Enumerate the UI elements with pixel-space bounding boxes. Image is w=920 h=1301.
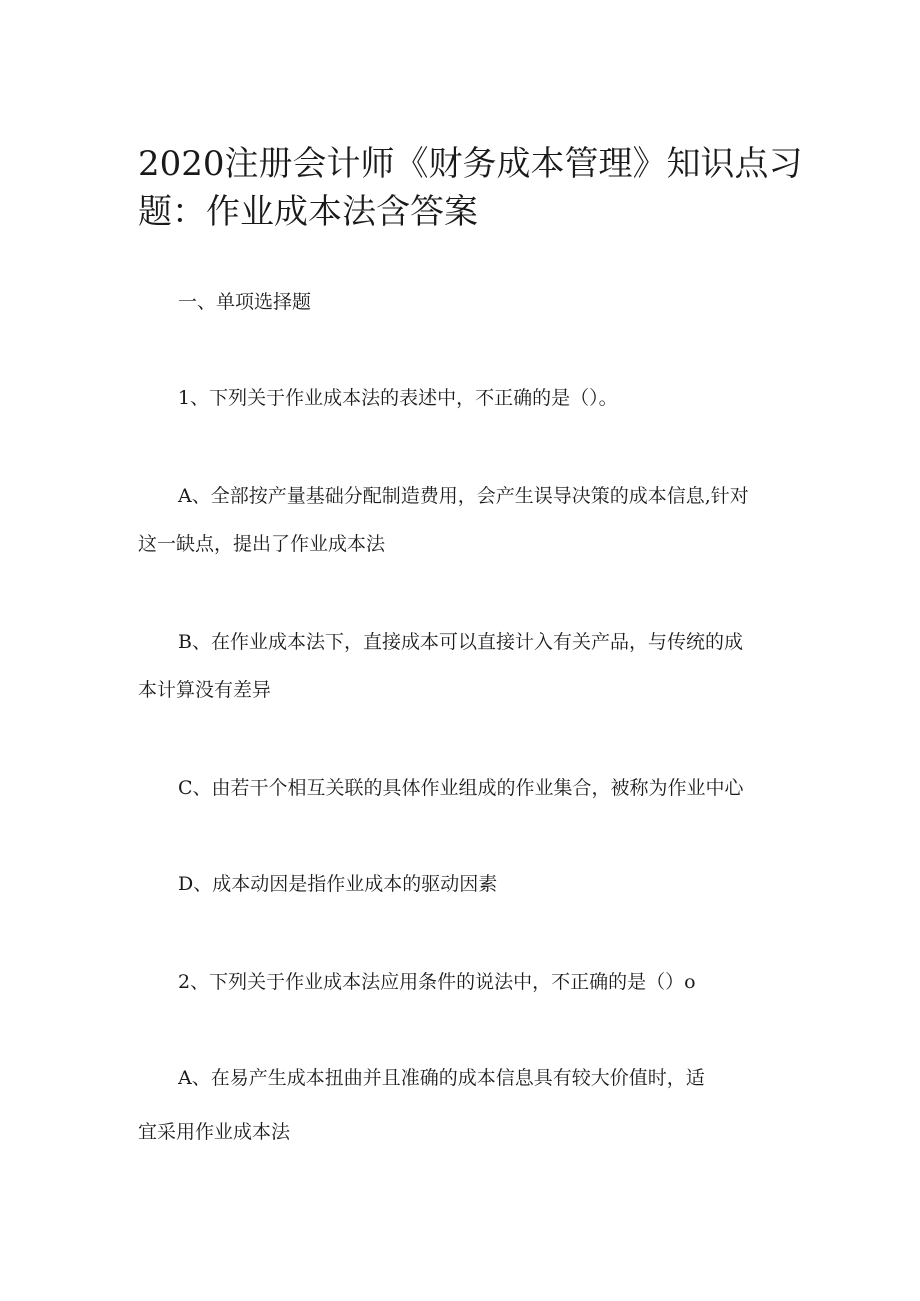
question-1-option-d: D、成本动因是指作业成本的驱动因素 [178,873,498,895]
question-1-option-a-line-2: 这一缺点，提出了作业成本法 [138,533,386,555]
document-title [138,140,803,236]
question-1-option-a-line-1: A、全部按产量基础分配制造费用，会产生误导决策的成本信息,针对 [178,485,749,507]
question-2-option-a-line-1: A、在易产生成本扭曲并且准确的成本信息具有较大价值时，适 [178,1067,705,1089]
question-1-option-b-line-2: 本计算没有差异 [138,679,272,701]
question-2-stem: 2、下列关于作业成本法应用条件的说法中，不正确的是（）o [178,971,696,993]
section-heading: 一、单项选择题 [178,291,312,313]
question-1-option-b-line-1: B、在作业成本法下，直接成本可以直接计入有关产品，与传统的成 [178,631,743,653]
title-line-2: 题：作业成本法含答案 [138,192,478,232]
question-1-option-c: C、由若干个相互关联的具体作业组成的作业集合，被称为作业中心 [178,777,744,799]
question-2-option-a-line-2: 宜采用作业成本法 [138,1121,291,1143]
title-line-1: 2020注册会计师《财务成本管理》知识点习 [138,144,803,184]
question-1-stem: 1、下列关于作业成本法的表述中，不正确的是（）。 [178,387,618,409]
